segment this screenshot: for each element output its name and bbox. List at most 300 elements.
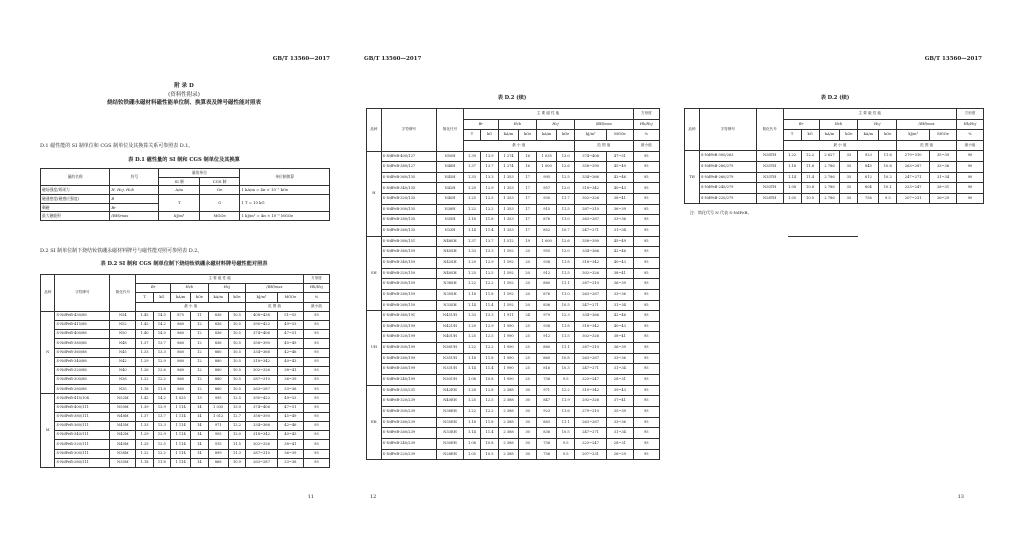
- cell: 247~271: [574, 300, 606, 311]
- cell: S-NdFeB-360/159: [381, 247, 437, 258]
- cell: H, Hcj, Hcb: [110, 186, 159, 195]
- cell: N42M: [110, 431, 136, 440]
- cell: 995: [208, 394, 228, 403]
- table-row: [367, 375, 660, 386]
- cell: N30EH: [437, 438, 463, 449]
- cell: 1 592: [498, 289, 519, 300]
- cell: 1.25: [136, 440, 153, 449]
- cell: 12: [191, 376, 208, 385]
- cell: 860: [171, 339, 191, 348]
- cell: 30: [519, 438, 537, 449]
- table-row: [367, 151, 660, 162]
- cell: 1 353: [498, 194, 519, 205]
- cell: 11.4: [481, 300, 499, 311]
- cell: 磁通密度(磁感应强度): [41, 195, 110, 204]
- cell: S-NdFeB-320/199: [381, 332, 437, 343]
- table-row: [367, 226, 660, 237]
- cell: 11.0: [557, 289, 575, 300]
- cell: 14.0: [153, 330, 170, 339]
- cell: 17: [519, 204, 537, 215]
- cell: S-NdFeB-240/239: [381, 438, 437, 449]
- cell: S-NdFeB-280/111: [55, 458, 110, 467]
- cell: 923: [536, 406, 557, 417]
- cell: 287~310: [246, 376, 278, 385]
- cell: 836: [536, 300, 557, 311]
- cell: 1.25: [463, 396, 481, 407]
- cell: 11.6: [557, 406, 575, 417]
- cell: 14: [191, 449, 208, 458]
- cell: 31~34: [607, 226, 633, 237]
- cell: 1 353: [498, 204, 519, 215]
- header-cell: 主 要 磁 性 能: [463, 109, 633, 120]
- cell: N40: [110, 366, 136, 375]
- table-row: [367, 438, 660, 449]
- cell: N35SH: [437, 289, 463, 300]
- cell: 13.3: [153, 422, 170, 431]
- header-cell: 字符牌号: [699, 109, 756, 151]
- cell: 1 990: [498, 375, 519, 386]
- cell: 860: [171, 385, 191, 394]
- cell: 756: [536, 449, 557, 460]
- cell: 38~41: [277, 440, 303, 449]
- cell: 30: [519, 449, 537, 460]
- cell: 1.18: [463, 289, 481, 300]
- cell: 279~310: [897, 151, 930, 162]
- cell: 13.3: [481, 172, 499, 183]
- cell: 374~406: [574, 151, 606, 162]
- table-row: [41, 195, 330, 204]
- header-cell: kA/m: [498, 130, 519, 141]
- cell: 1 274: [498, 162, 519, 173]
- cell: S-NdFeB-335/199: [381, 321, 437, 332]
- th-conv: 单位制换算: [240, 169, 330, 186]
- cell: 35: [840, 183, 858, 194]
- cell: S-NdFeB-415/88: [55, 320, 110, 329]
- cell: 39~43: [607, 385, 633, 396]
- cell: 318~342: [574, 257, 606, 268]
- table-row: [41, 339, 330, 348]
- table-row: [367, 396, 660, 407]
- cell: N42SH: [437, 257, 463, 268]
- cell: 957: [536, 183, 557, 194]
- cell: 1 kA/m = 4π × 10⁻¹ kOe: [240, 186, 330, 195]
- table-row: [685, 161, 984, 172]
- cell: 1.18: [783, 161, 801, 172]
- cell: 38~41: [607, 194, 633, 205]
- table-row: [41, 320, 330, 329]
- table-d1-title: 表 D.1 磁性量的 SI 制和 CGS 制单位及其换算: [128, 157, 240, 163]
- cell: 12.5: [481, 332, 499, 343]
- table-row: [41, 385, 330, 394]
- cell: 955: [536, 247, 557, 258]
- table-row: [41, 458, 330, 467]
- cell: 2 388: [498, 385, 519, 396]
- cell: Oe: [199, 186, 239, 195]
- cell: 40~43: [277, 431, 303, 440]
- cell: 95: [303, 376, 329, 385]
- header-cell: Hk/Hcj: [633, 119, 659, 130]
- header-cell: kOe: [557, 130, 575, 141]
- cell: 25: [519, 343, 537, 354]
- table-row: [367, 343, 660, 354]
- cell: 287~310: [574, 279, 606, 290]
- table-row: [685, 183, 984, 194]
- cell: 13.0: [557, 151, 575, 162]
- cell: 318~342: [246, 431, 278, 440]
- cell: 1.22: [136, 449, 153, 458]
- cell: 1 012: [208, 412, 228, 421]
- cell: 1.18: [136, 385, 153, 394]
- cell: 1.18: [463, 215, 481, 226]
- cell: 374~406: [246, 403, 278, 412]
- cell: 11.6: [879, 151, 897, 162]
- cell: 14: [191, 458, 208, 467]
- cell: 971: [536, 385, 557, 396]
- cell: 912: [536, 268, 557, 279]
- cell: 9.5: [879, 193, 897, 204]
- cell: 95: [633, 353, 659, 364]
- cell: 38~41: [607, 268, 633, 279]
- annex-label: 附 录 D: [174, 83, 194, 89]
- cell: 247~271: [897, 172, 930, 183]
- cell: 12: [191, 357, 208, 366]
- cell: 1.14: [783, 172, 801, 183]
- table-row: [41, 440, 330, 449]
- cell: S-NdFeB-280/239: [381, 417, 437, 428]
- cell: 95: [633, 247, 659, 258]
- cell: 10.5: [228, 376, 245, 385]
- cell: 95: [633, 151, 659, 162]
- cell: 912: [536, 332, 557, 343]
- cell: N45UH: [437, 311, 463, 322]
- cell: 880: [208, 357, 228, 366]
- cell: 10.1: [879, 183, 897, 194]
- cell: 33~36: [607, 417, 633, 428]
- table-row: [41, 422, 330, 431]
- cell: N35: [110, 385, 136, 394]
- cell: 10.8: [481, 375, 499, 386]
- cell: 860: [171, 366, 191, 375]
- header-cell: Hcj: [208, 284, 246, 293]
- cell: 33~36: [277, 458, 303, 467]
- header-cell: 简化代号: [110, 275, 136, 312]
- cell: 12.5: [481, 268, 499, 279]
- cell: 11.8: [153, 458, 170, 467]
- cell: N33TH: [756, 172, 783, 183]
- cell: 95: [303, 431, 329, 440]
- header-cell: kA/m: [208, 293, 228, 302]
- cell: 1.26: [136, 366, 153, 375]
- page-12: [362, 20, 662, 510]
- cell: 95: [633, 385, 659, 396]
- cell: 95: [633, 226, 659, 237]
- table-row: [367, 215, 660, 226]
- cell: 最大磁能积: [41, 212, 110, 221]
- cell: 334~366: [246, 422, 278, 431]
- cell: 14.2: [153, 394, 170, 403]
- cell: N30UH: [437, 375, 463, 386]
- section-d1-text: D.1 磁性能的 SI 制单位和 CGS 制单位及其换算关系可参照表 D.1。: [40, 143, 194, 149]
- cell: 1.18: [463, 353, 481, 364]
- cell: 263~287: [897, 161, 930, 172]
- header-cell: T: [463, 130, 481, 141]
- table-d2-continued: [366, 108, 660, 460]
- cell: 12.5: [153, 440, 170, 449]
- cell: N48H: [437, 162, 463, 173]
- cell: 10.3: [557, 364, 575, 375]
- header-cell: %: [303, 293, 329, 302]
- cell: 10.5: [481, 449, 499, 460]
- cell: 11.8: [801, 161, 819, 172]
- cell: 42~46: [607, 311, 633, 322]
- cell: 1 990: [498, 353, 519, 364]
- cell: 13.0: [228, 403, 245, 412]
- cell: 10.2: [879, 172, 897, 183]
- table-row: [41, 412, 330, 421]
- cell: S-NdFeB-400/127: [381, 151, 437, 162]
- cell: 1.33: [136, 348, 153, 357]
- cell: 2 786: [819, 161, 840, 172]
- cell: 95: [303, 440, 329, 449]
- cell: 971: [208, 422, 228, 431]
- cell: 1.42: [136, 394, 153, 403]
- cell: 2 786: [819, 183, 840, 194]
- header-cell: MGOe: [607, 130, 633, 141]
- cell: 33~36: [607, 215, 633, 226]
- cell: 1 114: [171, 440, 191, 449]
- cell: N52: [110, 320, 136, 329]
- cell: 10.5: [801, 193, 819, 204]
- cell: N45H: [437, 172, 463, 183]
- table-row: [367, 279, 660, 290]
- cell: 9.5: [557, 438, 575, 449]
- cell: 11.8: [481, 417, 499, 428]
- cell: 11.8: [481, 215, 499, 226]
- cell: 2 786: [819, 193, 840, 204]
- cell: 1 114: [171, 431, 191, 440]
- cell: 287~310: [246, 449, 278, 458]
- cell: 10.5: [557, 300, 575, 311]
- cell: 95: [633, 428, 659, 439]
- category-cell: UH: [367, 311, 382, 385]
- cell: 1.22: [136, 376, 153, 385]
- cell: 12.6: [557, 162, 575, 173]
- cell: N30TH: [756, 183, 783, 194]
- cell: 1 512: [498, 236, 519, 247]
- cell: 12.9: [481, 257, 499, 268]
- cell: S-NdFeB-260/135: [381, 226, 437, 237]
- cell: S-NdFeB-400/111: [55, 403, 110, 412]
- header-cell: 最小值: [633, 140, 659, 151]
- cell: 47~51: [277, 330, 303, 339]
- cell: 36~39: [607, 343, 633, 354]
- header-cell: kJ/m³: [246, 293, 278, 302]
- cell: 1 114: [171, 422, 191, 431]
- header-cell: 最 小 值: [783, 140, 897, 151]
- cell: 1.14: [463, 428, 481, 439]
- cell: 1.22: [463, 343, 481, 354]
- table-row: [367, 172, 660, 183]
- cell: 1.05: [463, 449, 481, 460]
- header-cell: T: [136, 293, 153, 302]
- cell: 13.7: [153, 412, 170, 421]
- cell: 95: [633, 438, 659, 449]
- table-row: [367, 353, 660, 364]
- cell: N38EH: [437, 406, 463, 417]
- cell: 1.37: [136, 339, 153, 348]
- cell: 13.9: [481, 151, 499, 162]
- cell: 90: [957, 183, 984, 194]
- header-cell: kOe: [191, 293, 208, 302]
- cell: S-NdFeB-300/111: [55, 449, 110, 458]
- header-cell: kG: [801, 130, 819, 141]
- cell: 11.1: [557, 279, 575, 290]
- header-cell: 方形度: [633, 109, 659, 120]
- cell: 95: [633, 332, 659, 343]
- cell: 1.29: [463, 183, 481, 194]
- cell: 14: [191, 431, 208, 440]
- cell: 13.7: [481, 236, 499, 247]
- cell: 36~39: [607, 204, 633, 215]
- table-row: [41, 449, 330, 458]
- cell: 358~390: [246, 412, 278, 421]
- table-row: [41, 394, 330, 403]
- header-cell: kOe: [840, 130, 858, 141]
- cell: N38SH: [437, 279, 463, 290]
- cell: N50: [110, 330, 136, 339]
- table-row: [367, 236, 660, 247]
- cell: 1.40: [136, 330, 153, 339]
- cell: 11.8: [557, 257, 575, 268]
- cell: 223~247: [574, 375, 606, 386]
- cell: 358~390: [246, 339, 278, 348]
- cell: N38H: [437, 204, 463, 215]
- cell: 17: [519, 183, 537, 194]
- table-row: [41, 311, 330, 320]
- cell: 923: [858, 151, 879, 162]
- cell: 95: [303, 330, 329, 339]
- cell: 13.7: [153, 339, 170, 348]
- cell: 263~287: [574, 417, 606, 428]
- cell: 17: [519, 226, 537, 237]
- annex-heading: [34, 82, 334, 108]
- cell: 47~51: [607, 151, 633, 162]
- cell: 899: [208, 449, 228, 458]
- cell: 12.9: [481, 321, 499, 332]
- cell: 12.2: [481, 204, 499, 215]
- cell: 10.5: [228, 385, 245, 394]
- cell: 31~34: [607, 364, 633, 375]
- cell: kJ/m³: [159, 212, 199, 221]
- cell: 25: [519, 353, 537, 364]
- cell: 14: [191, 440, 208, 449]
- header-cell: 范 围 值: [246, 302, 304, 311]
- cell: 836: [536, 428, 557, 439]
- cell: 2 388: [498, 438, 519, 449]
- cell: 247~271: [574, 428, 606, 439]
- cell: S-NdFeB-220/279: [699, 193, 756, 204]
- cell: 12.0: [557, 183, 575, 194]
- cell: S-NdFeB-320/135: [381, 194, 437, 205]
- table-row: [367, 247, 660, 258]
- cell: S-NdFeB-300/88: [55, 376, 110, 385]
- cell: 1 592: [498, 257, 519, 268]
- cell: 408~438: [246, 311, 278, 320]
- cell: 40~43: [607, 183, 633, 194]
- page-number: 13: [957, 494, 964, 500]
- cell: 33~36: [930, 161, 957, 172]
- standard-header: GB/T 13560—2017: [364, 56, 422, 62]
- cell: 95: [633, 343, 659, 354]
- standard-header: GB/T 13560—2017: [272, 56, 330, 62]
- cell: S-NdFeB-320/88: [55, 366, 110, 375]
- cell: 12.9: [481, 183, 499, 194]
- cell: A/m: [159, 186, 199, 195]
- cell: 12.2: [481, 343, 499, 354]
- cell: 14.2: [153, 320, 170, 329]
- cell: 334~366: [246, 348, 278, 357]
- cell: 11: [191, 311, 208, 320]
- cell: 31~34: [607, 428, 633, 439]
- cell: 10.5: [228, 339, 245, 348]
- cell: 1 114: [171, 412, 191, 421]
- th-si: SI 制: [159, 177, 199, 186]
- cell: 1.29: [463, 321, 481, 332]
- cell: 36~39: [277, 376, 303, 385]
- table-row: [41, 376, 330, 385]
- cell: 12.9: [153, 357, 170, 366]
- cell: N40UH: [437, 332, 463, 343]
- cell: 95: [633, 172, 659, 183]
- table-d2-title: 表 D.2 SI 制和 CGS 制单位制下烧结钕铁硼永磁材料牌号磁性能对照表: [100, 261, 268, 267]
- cell: 11.4: [481, 428, 499, 439]
- cell: 2 388: [498, 428, 519, 439]
- cell: 19: [519, 236, 537, 247]
- cell: N35TH: [756, 161, 783, 172]
- cell: N42H: [437, 183, 463, 194]
- cell: 14: [191, 412, 208, 421]
- cell: 302~326: [574, 268, 606, 279]
- cell: 812: [858, 172, 879, 183]
- cell: S-NdFeB-380/127: [381, 162, 437, 173]
- cell: N35M: [110, 458, 136, 467]
- cell: 1.45: [136, 311, 153, 320]
- header-cell: Hk/Hcj: [957, 119, 984, 130]
- header-cell: Hcj: [858, 119, 897, 130]
- cell: 207~231: [897, 193, 930, 204]
- cell: 47~51: [277, 403, 303, 412]
- cell: 1 T = 10 kG: [240, 195, 330, 212]
- cell: N52M: [110, 394, 136, 403]
- cell: 14: [191, 422, 208, 431]
- header-cell: 品种: [41, 275, 55, 312]
- cell: 95: [633, 449, 659, 460]
- cell: 95: [633, 257, 659, 268]
- cell: 1.14: [463, 300, 481, 311]
- header-cell: Br: [783, 119, 819, 130]
- table-row: [367, 332, 660, 343]
- cell: 1.22: [463, 204, 481, 215]
- cell: 938: [536, 321, 557, 332]
- cell: 17: [519, 215, 537, 226]
- cell: 17: [519, 172, 537, 183]
- cell: 1 990: [498, 332, 519, 343]
- cell: S-NdFeB-320/159: [381, 268, 437, 279]
- cell: 2 627: [819, 151, 840, 162]
- cell: 11.5: [557, 268, 575, 279]
- cell: 40~43: [277, 357, 303, 366]
- table-row: [41, 186, 330, 195]
